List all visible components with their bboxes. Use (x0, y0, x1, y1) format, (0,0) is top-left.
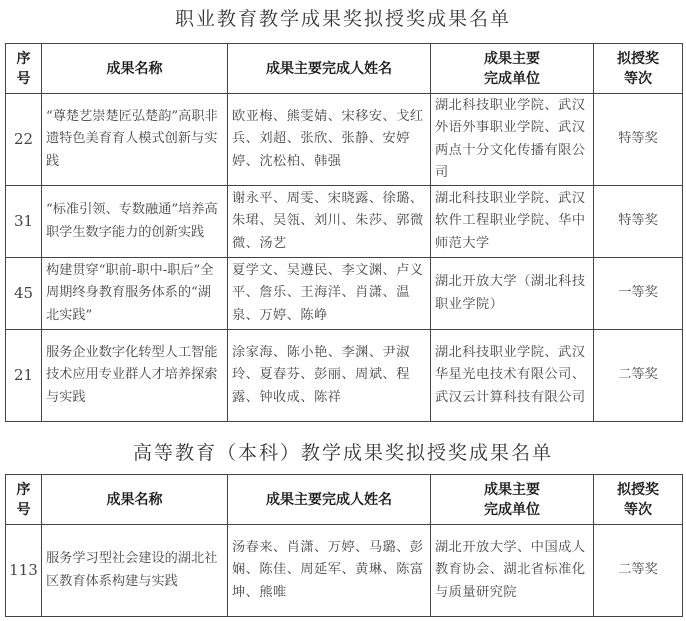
row-people: 涂家海、陈小艳、李渊、尹淑玲、夏春芬、彭丽、周斌、程露、钟收成、陈祥 (228, 330, 431, 422)
table-header-row (6, 44, 683, 94)
table-row (6, 330, 683, 422)
row-award: 二等奖 (594, 525, 683, 617)
header-award: 拟授奖等次 (594, 44, 683, 94)
row-unit: 湖北科技职业学院、武汉华星光电技术有限公司、武汉云计算科技有限公司 (431, 330, 594, 422)
table-row (6, 94, 683, 186)
row-name: 构建贯穿“职前-职中-职后”全周期终身教育服务体系的“湖北实践” (42, 258, 228, 330)
row-unit: 湖北科技职业学院、武汉软件工程职业学院、华中师范大学 (431, 186, 594, 258)
row-seq: 45 (6, 258, 42, 330)
header-people: 成果主要完成人姓名 (228, 44, 431, 94)
row-people: 谢永平、周雯、宋晓露、徐璐、朱珺、吴瓴、刘川、朱莎、郭微微、汤艺 (228, 186, 431, 258)
header-name: 成果名称 (42, 475, 228, 525)
row-people: 汤春来、肖潇、万婷、马璐、彭娴、陈佳、周延军、黄琳、陈富坤、熊唯 (228, 525, 431, 617)
header-name: 成果名称 (42, 44, 228, 94)
header-award: 拟授奖等次 (594, 475, 683, 525)
row-name: “尊楚艺崇楚匠弘楚韵”高职非遗特色美育育人模式创新与实践 (42, 94, 228, 186)
row-award: 特等奖 (594, 94, 683, 186)
higher-education-award-table (5, 474, 683, 617)
row-unit: 湖北科技职业学院、武汉外语外事职业学院、武汉两点十分文化传播有限公司 (431, 94, 594, 186)
header-seq: 序号 (6, 44, 42, 94)
header-unit: 成果主要完成单位 (431, 475, 594, 525)
row-people: 夏学文、吴遵民、李文渊、卢义平、詹乐、王海洋、肖潇、温泉、万婷、陈峥 (228, 258, 431, 330)
row-name: 服务学习型社会建设的湖北社区教育体系构建与实践 (42, 525, 228, 617)
row-unit: 湖北开放大学（湖北科技职业学院） (431, 258, 594, 330)
row-seq: 21 (6, 330, 42, 422)
row-seq: 22 (6, 94, 42, 186)
vocational-title: 职业教育教学成果奖拟授奖成果名单 (174, 8, 511, 30)
row-award: 二等奖 (594, 330, 683, 422)
row-name: “标准引领、专数融通”培养高职学生数字能力的创新实践 (42, 186, 228, 258)
row-seq: 113 (6, 525, 42, 617)
higher-education-title: 高等教育（本科）教学成果奖拟授奖成果名单 (132, 442, 553, 464)
row-award: 一等奖 (594, 258, 683, 330)
row-people: 欧亚梅、熊雯婧、宋移安、戈红兵、刘超、张欣、张静、安婷婷、沈松柏、韩强 (228, 94, 431, 186)
header-people: 成果主要完成人姓名 (228, 475, 431, 525)
table-row (6, 186, 683, 258)
table-row (6, 258, 683, 330)
row-award: 特等奖 (594, 186, 683, 258)
header-unit: 成果主要完成单位 (431, 44, 594, 94)
table-row (6, 525, 683, 617)
vocational-award-table (5, 43, 683, 422)
header-seq: 序号 (6, 475, 42, 525)
row-unit: 湖北开放大学、中国成人教育协会、湖北省标准化与质量研究院 (431, 525, 594, 617)
table-header-row (6, 475, 683, 525)
row-name: 服务企业数字化转型人工智能技术应用专业群人才培养探索与实践 (42, 330, 228, 422)
row-seq: 31 (6, 186, 42, 258)
